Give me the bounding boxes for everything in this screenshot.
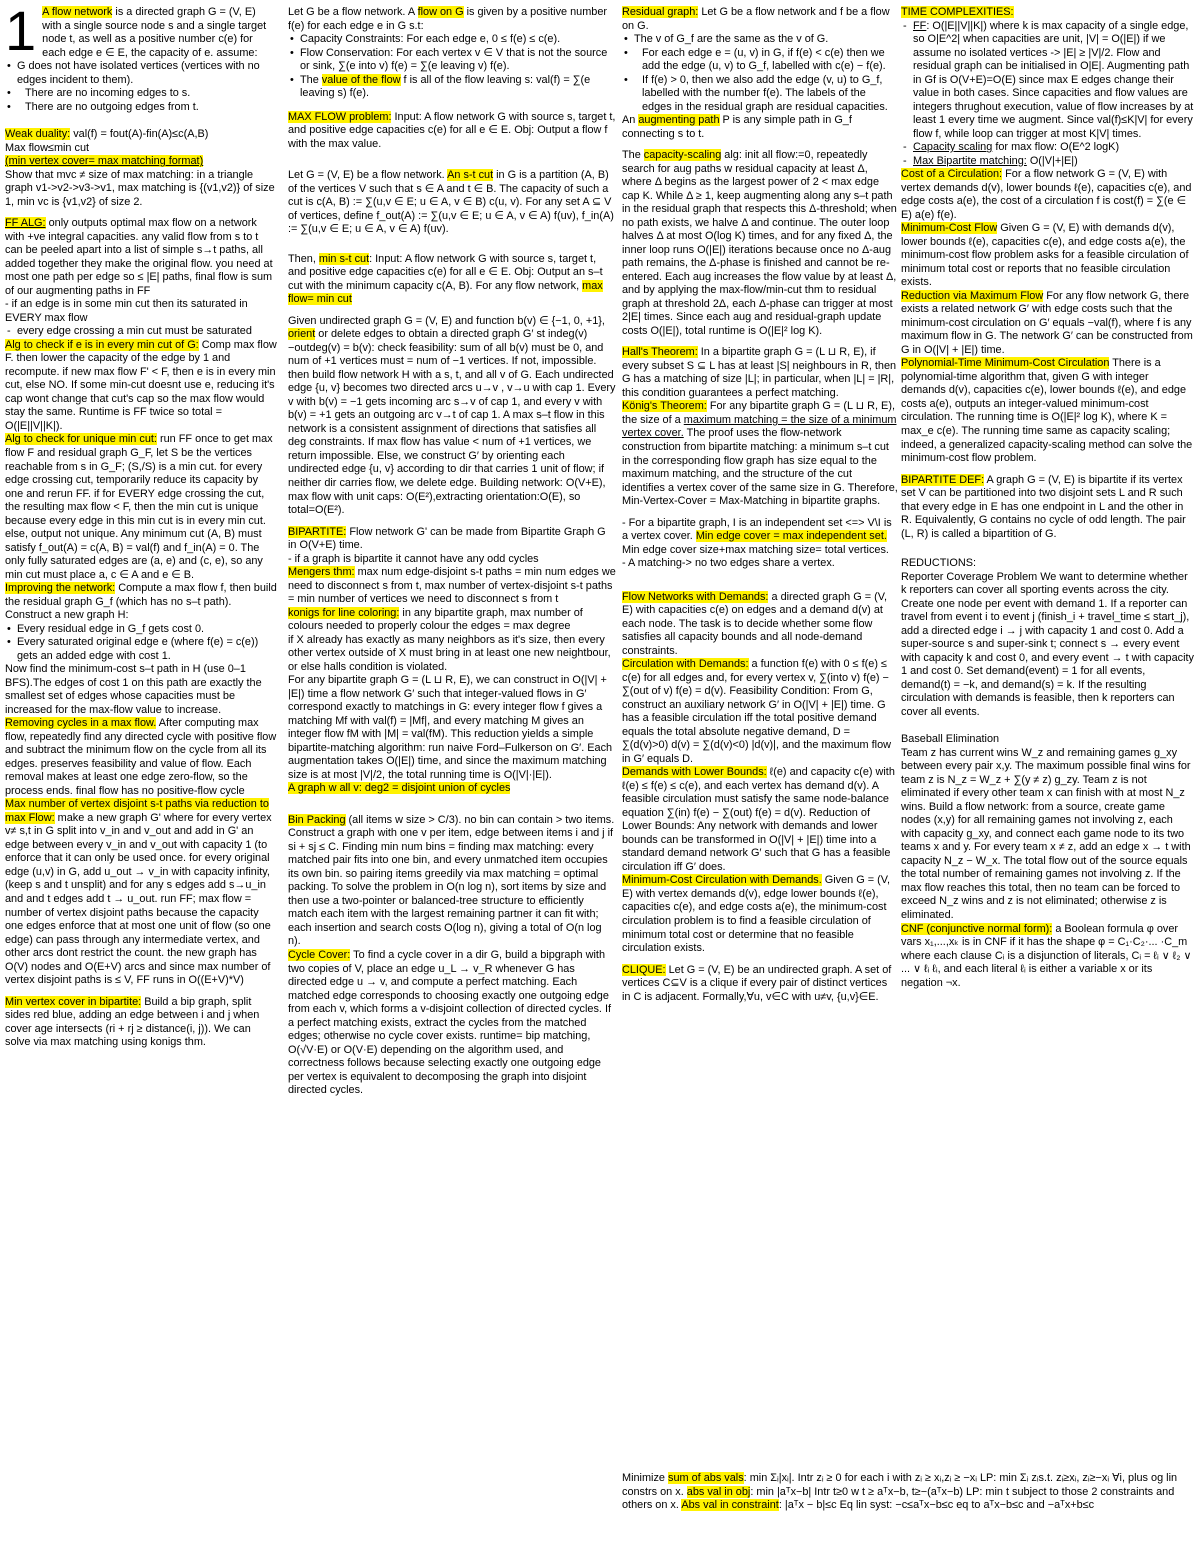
- reduction-max-flow: Reduction via Maximum Flow For any flow network G, there exists a related network G′ with edge costs such that the minimum-cost circulation on G′ equals −val(f), where f is any maximum flow in G. The network G′ can be constructed from G in O(|V| + |E|) time.: [901, 289, 1193, 356]
- demands-lower-bounds: Demands with Lower Bounds: ℓ(e) and capacity c(e) with ℓ(e) ≤ f(e) ≤ c(e), and each vertex has demand d(v). A feasible circulation must satisfy the same node-balance equation ∑(in) f(e) − ∑(out) f(e) = d(v). Reduction of Lower Bounds: Any network with demands and lower bounds can be transformed in O(|V| + |E|) time into a standard demand network G′ such that G has a feasible circulation iff G′ does.: [622, 766, 895, 873]
- orient-edges: Given undirected graph G = (V, E) and function b(v) ∈ {−1, 0, +1}, orient or delete edges to obtain a directed graph G′ st indeg(v)−outdeg(v) = b(v): check feasibility: sum of all b(v) must be 0, and num of +1 vertices must = num of −1 vertices. If not, impossible. then build flow network H with a s, t, and all v of G. Each undirected edge {u, v} becomes two directed arcs u→v , v→u with cap 1. Every v with b(v) = −1 gets incoming arc s→v of cap 1, and every v with b(v) = +1 gets an outgoing arc v→t of cap 1. A max s–t flow in this network is a consistent assignment of directions that satisfies all deg constraints. If max flow has value < num of +1 vertices, we return impossible. Else, we construct G′ by orienting each undirected edge {u, v} according to dir that carries 1 unit of flow; if neither dir carries flow, we delete edge. Building network: O(V+E), max flow with unit caps: O(E²),extracting orientation:O(E), so total=O(E²).: [288, 314, 616, 517]
- reductions-title: REDUCTIONS:: [901, 557, 977, 570]
- mvc-text: Show that mvc ≠ size of max matching: in a triangle graph v1->v2->v3->v1, max matching is {(v1,v2)} of size 1, min vc is {v1,v2} of size 2.: [5, 168, 275, 208]
- improving-bullets: • Every residual edge in G_f gets cost 0. • Every saturated original edge e (where f(e) = c(e)) gets an added edge with cost 1.: [5, 623, 277, 664]
- tc-capacity-scaling: - Capacity scaling for max flow: O(E^2 logK): [913, 141, 1195, 155]
- improving-network: Improving the network: Compute a max flow f, then build the residual graph G_f (which has no s–t path). Construct a new graph H:: [5, 582, 277, 622]
- alg-check-edge: Alg to check if e is in every min cut of G: Comp max flow F. then lower the capacity of the edge by 1 and recompute. if new max flow F' < F, then e is in every min cut, else NO. If some min-cut doesnt use e, reducing it's cap wont change that cut's cap so the max flow would stay the same. Runtime is FF twice so total = O(|E||V||K|).: [5, 338, 277, 432]
- flow-network-assumptions: • G does not have isolated vertices (vertices with no edges incident to them). • There are no incoming edges to s. • There are no outgoing edges from t.: [5, 60, 277, 114]
- halls-x-note: if X already has exactly as many neighbors as it's size, then every other vertex outside of X must bring in at least one new neightbour, or else halls condition is violated.: [288, 633, 611, 673]
- cycle-cover: Cycle Cover: To find a cycle cover in a dir G, build a bipgraph with two copies of V, place an edge u_L → v_R whenever G has directed edge u → v, and compute a perfect matching. Each matched edge corresponds to choosing exactly one outgoing edge from each v, which forms a v-disjoint collection of directed cycles. If a perfect matching exists, extract the cycles from the matched edges; otherwise no cycle cover exists. runtime= bip matching, O(√V·E) or O(V·E) depending on the algorithm used, and correctness follows because selecting exactly one outgoing edge per vertex is equivalent to decomposing the graph into disjoint directed cycles.: [288, 949, 612, 1097]
- polytime-min-cost: Polynomial-Time Minimum-Cost Circulation There is a polynomial-time algorithm that, given G with integer demands d(v), capacities c(e), lower bounds ℓ(e), and edge costs a(e), outputs an integer-valued minimum-cost circulation. The running time is O(|E|² log K), where K = max_e c(e). The running time same as capacity scaling; indeed, a generalized capacity-scaling method can solve the minimum-cost flow problem.: [901, 357, 1193, 465]
- circulation-with-demands: Circulation with Demands: a function f(e) with 0 ≤ f(e) ≤ c(e) for all edges and, for every vertex v, ∑(into v) f(e) − ∑(out of v) f(e) = d(v). Feasibility Condition: From G, construct an auxiliary network G′ in O(|V| + |E|) time. G has a feasible circulation iff the total positive demand equals the total absolute negative demand, D = ∑(d(v)>0) d(v) = ∑(d(v)<0) |d(v)|, and the maximum flow in G′ equals D.: [622, 658, 892, 765]
- mincut-dash-list: - every edge crossing a min cut must be saturated: [5, 325, 277, 339]
- ff-algorithm: FF ALG: only outputs optimal max flow on a network with +ve integral capacities. any valid flow from s to t can be peeled apart into a list of simple s→t paths, all added together they make the original flow. you need at most one path per edge so ≤ |E| paths, final flow is sum of our augmenting paths in FF: [5, 217, 273, 297]
- flow-network-definition: A flow network is a directed graph G = (V, E) with a single source node s and a single target node t, as well as a positive number c(e) for each edge e ∈ E, the capacity of e. assume:: [42, 6, 267, 59]
- flow-value: • The value of the flow f is all of the flow leaving s: val(f) = ∑(e leaving s) f(e).: [300, 74, 616, 101]
- clique-definition: CLIQUE: Let G = (V, E) be an undirected graph. A set of vertices C⊆V is a clique if every pair of distinct vertices in C is adjacent. Formally,∀u, v∈C with u≠v, {u,v}∈E.: [622, 963, 892, 1003]
- cost-of-circulation: Cost of a Circulation: For a flow network G = (V, E) with vertex demands d(v), lower bounds ℓ(e), capacities c(e), and edge costs a(e), the cost of a circulation f is cost(f) = ∑(e ∈ E) a(e) f(e).: [901, 168, 1192, 221]
- bipartite-flow-construction: For any bipartite graph G = (L ⊔ R, E), we can construct in O(|V| + |E|) time a flow network G′ such that integer-valued flows in G′ correspond exactly to matchings in G: every integer flow f gives a matching Mf with val(f) = |Mf|, and every matching M gives an integer flow fM with |M| = val(fM). This reduction yields a simple bipartite-matching algorithm: run naive Ford–Fulkerson on G′. Each augmentation takes O(|E|) time, and since the maximum matching size is at most |V|/2, the total running time is O(|V|·|E|).: [288, 674, 613, 781]
- deg2-note: A graph w all v: deg2 = disjoint union of cycles: [288, 782, 511, 795]
- column-4: [901, 6, 1195, 1546]
- tc-bipartite-matching: - Max Bipartite matching: O(|V|+|E|): [913, 155, 1195, 169]
- matching-note: - A matching-> no two edges share a vertex.: [622, 557, 835, 570]
- konigs-line-coloring: konigs for line coloring: in any bipartite graph, max number of colours needed to properly colour the edges = max degree: [288, 606, 583, 633]
- column-1: [5, 6, 277, 1546]
- absolute-value-lp: Minimize sum of abs vals: min Σᵢ|xᵢ|. Intr zᵢ ≥ 0 for each i with zᵢ ≥ xᵢ,zᵢ ≥ −xᵢ LP: min Σᵢ zᵢs.t. zᵢ≥xᵢ, zᵢ≥−xᵢ ∀i, plus og lin constrs on x. abs val in obj: min |aᵀx−b| Intr t≥0 w t ≥ aᵀx−b, t≥−(aᵀx−b) LP: min t subject to those 2 constraints and others on x. Abs val in constraint: |aᵀx − b|≤c Eq lin syst: −c≤aᵀx−b≤c eq to aᵀx−b≤c and −aᵀx+b≤c: [622, 1472, 1178, 1512]
- reporter-coverage: Reporter Coverage Problem We want to determine whether k reporters can cover all sporting events across the city. Create one node per event with demand 1. If a reporter can travel from event i to event j (finish_i + travel_time ≤ start_j), add a directed edge i → j with capacity 1 and cost 0. Add a super-source s and super-sink t; connect s → every event with capacity k and cost 0, and every event → t with capacity 1 and cost 0. Set demand(event) = 1 for all events, demand(t) = −k, and demand(s) = k. If the resulting circulation with demands is feasible, then k reporters can cover all events.: [901, 570, 1194, 718]
- max-flow-problem: MAX FLOW problem: Input: A flow network G with source s, target t, and positive edge capacities c(e) for all e ∈ E. Obj: Output a flow f with the max value.: [288, 110, 616, 150]
- flow-with-demands: Flow Networks with Demands: a directed graph G = (V, E) with capacities c(e) on edges and a demand d(v) at each node. The task is to decide whether some flow satisfies all capacity bounds and all node-demand constraints.: [622, 590, 888, 657]
- bin-packing: Bin Packing (all items w size > C/3). no bin can contain > two items. Construct a graph with one v per item, edge between items i and j if si + sj ≤ C. Finding min num bins = finding max matching: every matched pair fits into one bin, and every unmatched item occupies its own bin. so pairing items greedily via max matching = optimal packing. To solve the problem in O(n log n), sort items by size and then use a two-pointer or balanced-tree structure to efficiently match each item with the largest remaining partner it can fit with; each insertion and search costs O(log n), giving a total of O(n log n).: [288, 813, 615, 948]
- improving-tail: Now find the minimum-cost s–t path in H (use 0–1 BFS).The edges of cost 1 on this path are exactly the smallest set of edges whose capacities must be increased for the max-flow value to increase.: [5, 663, 262, 716]
- min-st-cut: Then, min s-t cut: Input: A flow network G with source s, target t, and positive edge capacities c(e) for all e ∈ E. Obj: Output an s–t cut with the minimum capacity c(A, B). For any flow network, max flow= min cut: [288, 252, 603, 306]
- mincut-note: - if an edge is in some min cut then its saturated in EVERY max flow: [5, 298, 248, 324]
- time-complexities-list: [901, 20, 1195, 169]
- bipartite-definition: BIPARTITE DEF: A graph G = (V, E) is bipartite if its vertex set V can be partitioned into two disjoint sets L and R such that every edge in E has one endpoint in L and the other in R. Equivalently, G contains no cycle of odd length. The pair (L, R) is called a bipartition of G.: [901, 473, 1186, 540]
- independent-set-note: - For a bipartite graph, I is an independent set <=> V\I is a vertex cover. Min edge cover = max independent set. Min edge cover size+max matching size= total vertices.: [622, 516, 892, 556]
- residual-graph: Residual graph: Let G be a flow network and f be a flow on G.: [622, 6, 890, 32]
- mvc-max-matching-heading: (min vertex cover= max matching format): [5, 155, 204, 168]
- st-cut-definition: Let G = (V, E) be a flow network. An s-t cut in G is a partition (A, B) of the vertices V such that s ∈ A and t ∈ B. The capacity of such a cut is c(A, B) := ∑(u,v ∈ E; u ∈ A, v ∈ B) c(u, v). For any set A ⊆ V of vertices, define f_out(A) := ∑(u,v ∈ E; u ∈ A, v ∈ A) f(uv), f_in(A) := ∑(u,v ∈ E; u ∈ A, v ∈ A) f(uv).: [288, 169, 614, 236]
- cnf-definition: CNF (conjunctive normal form): a Boolean formula φ over vars x₁,...,xₖ is in CNF if it has the shape φ = C₁·C₂·... ·C_m where each clause Cᵢ is a disjunction of literals, Cᵢ = ℓᵢ ∨ ℓ₂ ∨ ... ∨ ℓᵢ ℓᵢ, and each literal ℓᵢ is either a variable x or its negation ¬x.: [901, 922, 1192, 989]
- flow-constraints: • Capacity Constraints: For each edge e, 0 ≤ f(e) ≤ c(e). • Flow Conservation: For each vertex v ∈ V that is not the source or sink, ∑(e into v) f(e) = ∑(e leaving v) f(e). • The value of the flow f is all of the flow leaving s: val(f) = ∑(e leaving s) f(e).: [288, 33, 616, 101]
- mengers-theorem: Mengers thm: max num edge-disjoint s-t paths = min num edges we need to disconnect s from t, max number of vertex-disjoint s-t paths = min number of vertices we need to disconnect s from t: [288, 566, 616, 606]
- baseball-elimination: Team z has current wins W_z and remaining games g_xy between every pair x,y. The maximum possible final wins for team z is N_z = W_z + ∑(y ≠ z) g_zy. Team z is not eliminated if every other team x can finish with at most N_z wins. Build a flow network: from a source, create game nodes (x,y) for all remaining games not involving z, each with capacity g_xy, and connect each game node to its two teams x and y. For every team x ≠ z, add an edge x → t with capacity N_z − W_x. The total flow out of the source equals the total number of remaining games not involving z. If the max flow reaches this total, then no team can be forced to exceed N_z wins and z is not eliminated; otherwise z is eliminated.: [901, 746, 1191, 921]
- capacity-scaling: The capacity-scaling alg: init all flow:=0, repeatedly search for aug paths w residual capacity at least Δ, where Δ begins as the largest power of 2 < max edge cap K. While Δ ≥ 1, keep augmenting along any s–t path in the residual graph that respects this Δ-threshold; when no path exists, we halve Δ and continue. The outer loop halves Δ at most O(log K) times, and for any fixed Δ, the inner loop runs O(|E|) iterations because once no Δ-aug path remains, the Δ-phase is finished and cannot be re-entered. Each aug increases the flow value by at least Δ, and by applying the max-flow/min-cut thm to residual graph at threshold 2Δ, each Δ-phase can trigger at most 2|E| times. Since each aug and residual-graph update costs O(|E|), total runtime is O(|E|² log K).: [622, 149, 897, 337]
- time-complexities-title: TIME COMPLEXITIES:: [901, 6, 1014, 18]
- bipartite-flow: BIPARTITE: Flow network G' can be made from Bipartite Graph G in O(V+E) time.: [288, 525, 606, 552]
- maxflow-mincut-note: Max flow≤min cut: [5, 141, 90, 154]
- flow-on-g: Let G be a flow network. A flow on G is given by a positive number f(e) for each edge e in G s.t:: [288, 6, 608, 32]
- column-3: [622, 6, 898, 1546]
- page-number: 1: [5, 6, 37, 62]
- max-vertex-disjoint-paths: Max number of vertex disjoint s-t paths via reduction to max Flow: make a new graph G' where for every vertex v≠ s,t in G split into v_in and v_out and add in G' an edge between every v_in and v_out with capacity 1 (to enforce that it can only be used once. for every original edge (u,v) in G, add u_out → v_in with capacity infinity, (keep s and t unsplit) and for any s edges add s→u_in and and t edges add t → u_out. run FF; max flow = number of vertex disjoint paths because the capacity one edges enforce that at most one unit of flow (so one edge) can pass through any intermediate vertex, and other arcs dont restrict the count. the new graph has O(V) nodes and O(E+V) arcs and since max number of vertex disjoint paths is ≤ V, FF runs in O((E+V)*V): [5, 798, 272, 987]
- min-cost-flow: Minimum-Cost Flow Given G = (V, E) with demands d(v), lower bounds ℓ(e), capacities c(e), and edge costs a(e), the minimum-cost flow problem asks for a feasible circulation of minimum total cost or reports that no feasible circulation exists.: [901, 222, 1189, 289]
- removing-cycles: Removing cycles in a max flow. After computing max flow, repeatedly find any directed cycle with positive flow and subtract the minimum flow on the cycle from all its edges. preserves feasibility and value of flow. Each removal makes at least one edge zero-flow, so the process ends. final flow has no positive-flow cycle: [5, 717, 277, 797]
- min-vertex-cover-bipartite: Min vertex cover in bipartite: Build a bip graph, split sides red blue, adding an edge between i and j when cover age intersects (ri + rj ≥ distance(i, j)). We can solve via max matching using konigs thm.: [5, 995, 260, 1049]
- column-2: [288, 6, 616, 1546]
- augmenting-path: An augmenting path P is any simple path in G_f connecting s to t.: [622, 114, 852, 140]
- min-cost-circulation: Minimum-Cost Circulation with Demands. Given G = (V, E) with vertex demands d(v), edge lower bounds ℓ(e), capacities c(e), and edge costs a(e), the minimum-cost circulation problem is to find a feasible circulation of minimum total cost or determine that no feasible circulation exists.: [622, 874, 891, 955]
- baseball-title: Baseball Elimination: [901, 733, 1000, 746]
- halls-theorem: Hall's Theorem: In a bipartite graph G = (L ⊔ R, E), if every subset S ⊆ L has at least |S| neighbours in R, then G has a matching of size |L|; in particular, when |L| = |R|, this condition guarantees a perfect matching.: [622, 346, 897, 399]
- weak-duality: Weak duality: val(f) = fout(A)-fin(A)≤c(A,B): [5, 128, 209, 141]
- tc-ff: - FF: O(|E||V||K|) where k is max capacity of a single edge, so O|E^2| when capacities are unit, |V| = O(|E|) if we assume no isolated vertices -> |E| ≥ |V|/2. Flow and residual graph can be initialised in O|E|. Augmenting path in Gf is O(V+E)=O(E) since max E edges change their value in both cases. Since capacities and flow values are integers thrughout execution, value of flow increases by at least 1 every time we augment. Since val(f)≤K|V| for every flow f, while loop can trigger at most K|V| times.: [913, 20, 1195, 142]
- konig-theorem: König's Theorem: For any bipartite graph G = (L ⊔ R, E), the size of a maximum matching = the size of a minimum vertex cover. The proof uses the flow-network construction from bipartite matching: a minimum s–t cut in the corresponding flow graph has size equal to the maximum matching, and the structure of the cut identifies a vertex cover of the same size in G. Therefore, Min-Vertex-Cover = Max-Matching in bipartite graphs.: [622, 400, 898, 508]
- residual-bullets: • The v of G_f are the same as the v of G. • For each edge e = (u, v) in G, if f(e) < c(e) then we add the edge (u, v) to G_f, labelled with c(e) − f(e). • If f(e) > 0, then we also add the edge (v, u) to G_f, labelled with the number f(e). The labels of the edges in the residual graph are residual capacities.: [622, 33, 898, 114]
- alg-unique-mincut: Alg to check for unique min cut: run FF once to get max flow F and residual graph G_F, let S be the vertices reachable from s in G_F; (S,/S) is a min cut. for every edge crossing cut, temporarily reduce its capacity by one and rerun FF. if for EVERY edge crossing the cut, the resulting max flow < F, then the min cut is unique because every edge in this min cut is in every min cut. else, output not unique. Any minimum cut (A, B) must satisfy f_out(A) = c(A, B) = val(f) and f_in(A) = 0. The only fully saturated edges are (a, e) and (c, e), so any min cut must place a, c ∈ A and e ∈ B.: [5, 433, 273, 581]
- bipartite-note: - if a graph is bipartite it cannot have any odd cycles: [288, 552, 539, 565]
